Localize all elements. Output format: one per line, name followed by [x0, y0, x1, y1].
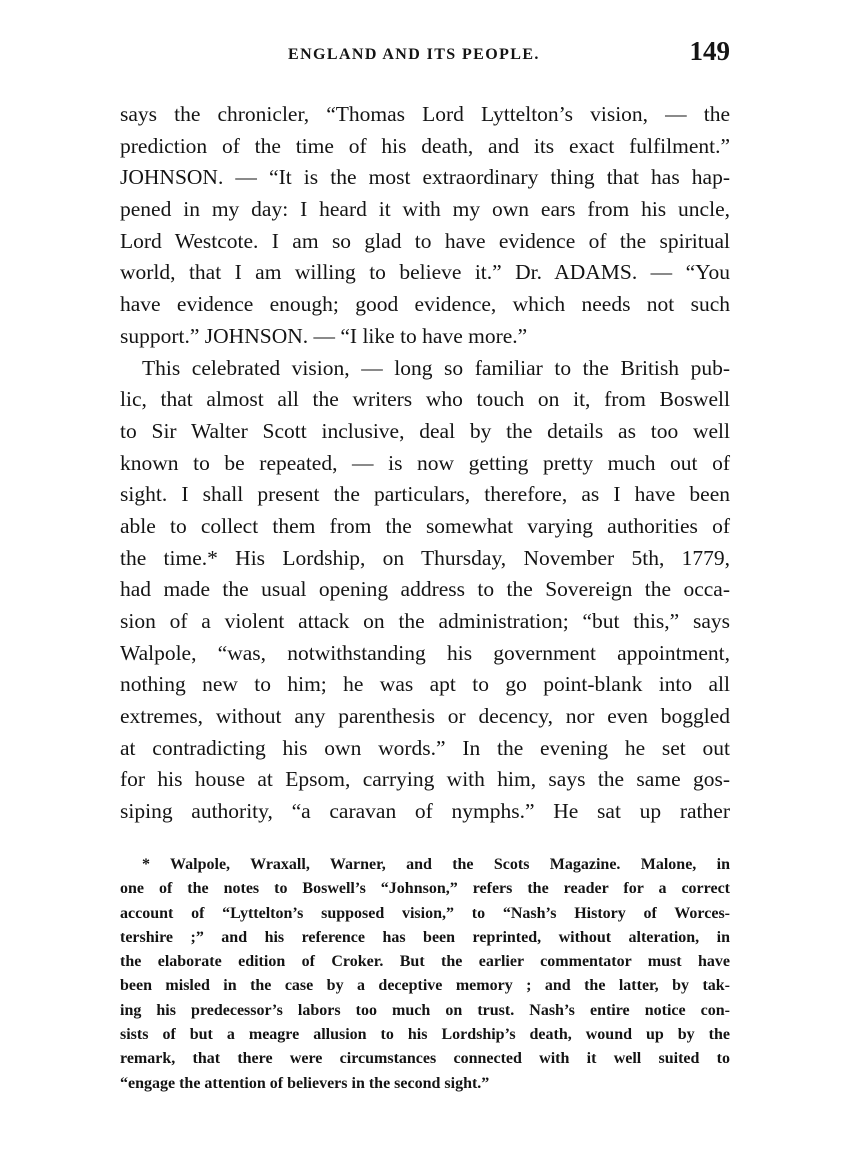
text-line: have evidence enough; good evidence, which needs not such: [120, 292, 730, 317]
text-line: support.” JOHNSON. — “I like to have more.”: [120, 323, 528, 348]
text-line: lic, that almost all the writers who touch on it, from Boswell: [120, 387, 730, 412]
text-line: extremes, without any parenthesis or decency, nor even boggled: [120, 704, 730, 729]
text-line: sight. I shall present the particulars, therefore, as I have been: [120, 482, 730, 507]
text-line: world, that I am willing to believe it.” Dr. ADAMS. — “You: [120, 260, 730, 285]
text-line: nothing new to him; he was apt to go point-blank into all: [120, 672, 730, 697]
text-line: says the chronicler, “Thomas Lord Lyttelton’s vision, — the: [120, 102, 730, 126]
text-line: siping authority, “a caravan of nymphs.” He sat up rather: [120, 799, 730, 824]
footnote-line: * Walpole, Wraxall, Warner, and the Scots Magazine. Malone, in: [142, 856, 730, 873]
footnote-line: one of the notes to Boswell’s “Johnson,” refers the reader for a correct: [120, 880, 730, 898]
footnote-line: ing his predecessor’s labors too much on trust. Nash’s entire notice con-: [120, 1001, 730, 1019]
page-header: [120, 38, 730, 78]
text-line: for his house at Epsom, carrying with him, says the same gos-: [120, 767, 730, 792]
footnote: [120, 853, 730, 1096]
page-number: 149: [689, 36, 730, 66]
text-line: JOHNSON. — “It is the most extraordinary thing that has hap-: [120, 165, 730, 190]
footnote-line: sists of but a meagre allusion to his Lordship’s death, wound up by the: [120, 1026, 730, 1044]
text-line: This celebrated vision, — long so familiar to the British pub-: [142, 355, 730, 380]
text-line: to Sir Walter Scott inclusive, deal by the details as too well: [120, 418, 730, 443]
footnote-line: account of “Lyttelton’s supposed vision,” to “Nash’s History of Worces-: [120, 904, 730, 922]
body-text: [120, 99, 730, 828]
text-line: pened in my day: I heard it with my own ears from his uncle,: [120, 197, 730, 222]
text-line: known to be repeated, — is now getting pretty much out of: [120, 450, 730, 475]
footnote-line: remark, that there were circumstances connected with it well suited to: [120, 1050, 730, 1068]
running-head: ENGLAND AND ITS PEOPLE.: [288, 46, 540, 63]
text-line: able to collect them from the somewhat varying authorities of: [120, 513, 730, 538]
text-line: had made the usual opening address to the Sovereign the occa-: [120, 577, 730, 602]
footnote-line: been misled in the case by a deceptive memory ; and the latter, by tak-: [120, 977, 730, 995]
text-line: prediction of the time of his death, and its exact fulfilment.”: [120, 133, 730, 158]
text-line: sion of a violent attack on the administration; “but this,” says: [120, 609, 730, 633]
text-line: the time.* His Lordship, on Thursday, November 5th, 1779,: [120, 545, 730, 570]
footnote-line: the elaborate edition of Croker. But the earlier commentator must have: [120, 953, 730, 971]
text-line: at contradicting his own words.” In the evening he set out: [120, 735, 730, 760]
footnote-line: tershire ;” and his reference has been reprinted, without alteration, in: [120, 928, 730, 946]
footnote-line: “engage the attention of believers in the second sight.”: [120, 1074, 490, 1092]
text-line: Lord Westcote. I am so glad to have evidence of the spiritual: [120, 228, 730, 253]
text-line: Walpole, “was, notwithstanding his government appointment,: [120, 640, 730, 665]
